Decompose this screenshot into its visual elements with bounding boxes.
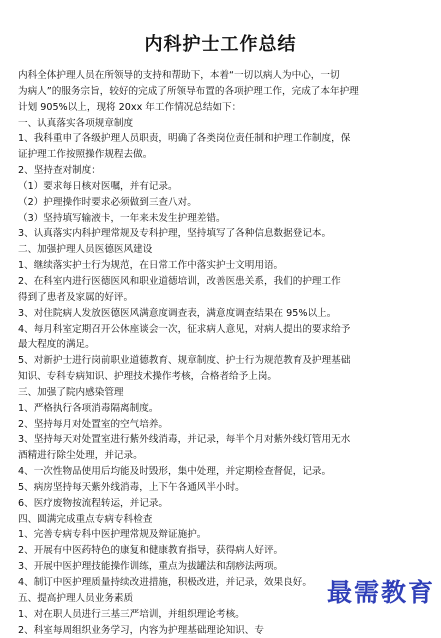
body-text-line: 5、病房坚持每天紫外线消毒，上下午各通风半小时。 xyxy=(18,481,245,493)
body-text-line: （1）要求每日核对医嘱，并有记录。 xyxy=(18,180,178,192)
body-text-line: 一、认真落实各项规章制度 xyxy=(18,117,134,129)
body-text-line: 5、对新护士进行岗前职业道德教育、规章制度、护士行为规范教育及护理基础 xyxy=(18,355,351,367)
body-text-line: 1、我科重申了各级护理人员职责，明确了各类岗位责任制和护理工作制度，保 xyxy=(18,133,351,145)
body-text-line: 1、严格执行各项消毒隔离制度。 xyxy=(18,402,159,414)
body-text-line: 4、制订中医护理质量持续改进措施，积极改进，并记录，效果良好。 xyxy=(18,577,312,588)
body-text-line: 内科全体护理人员在所领导的支持和帮助下，本着“一切以病人为中心，一切 xyxy=(18,70,340,81)
body-text-line: 3、开展中医护理技能操作训练，重点为拔罐法和刮痧法两项。 xyxy=(18,561,284,573)
body-text-line: （2）护理操作时要求必须做到三查八对。 xyxy=(18,196,197,208)
body-text-line: 知识、专科专病知识、护理技术操作考核，合格者给予上岗。 xyxy=(18,371,278,383)
body-text-line: 2、坚持查对制度： xyxy=(18,165,101,177)
body-text-line: 4、一次性物品使用后均能及时毁形，集中处理，并定期检查督促，记录。 xyxy=(18,466,332,478)
body-text-line: 2、在科室内进行医德医风和职业道德培训，改善医患关系，我们的护理工作 xyxy=(18,275,341,287)
body-text-line: 1、对在职人员进行三基三严培训，并组织理论考核。 xyxy=(18,608,245,620)
body-text-line: 四、圆满完成重点专病专科检查 xyxy=(18,513,153,525)
body-text-line: 计划 905%以上，现将 20xx 年工作情况总结如下： xyxy=(18,101,242,113)
body-text-line: 1、完善专病专科中医护理常规及辩证施护。 xyxy=(18,529,207,541)
body-text-line: 2、科室每周组织业务学习，内容为护理基础理论知识、专 xyxy=(18,624,264,636)
body-text-line: 三、加强了院内感染管理 xyxy=(18,386,124,398)
body-text-line: 3、坚持每天对处置室进行紫外线消毒，并记录，每半个月对紫外线灯管用无水 xyxy=(18,434,351,446)
body-text-line: 得到了患者及家属的好评。 xyxy=(18,291,134,303)
body-text-line: 6、医疗废物按流程转运，并记录。 xyxy=(18,497,169,509)
body-text-line: 五、提高护理人员业务素质 xyxy=(18,592,134,604)
document-title: 内科护士工作总结 xyxy=(144,34,297,55)
body-text-line: 3、认真落实内科护理常规及专科护理，坚持填写了各种信息数据登记本。 xyxy=(18,228,332,240)
body-text-line: 二、加强护理人员医德医风建设 xyxy=(18,244,153,256)
body-text-line: 证护理工作按照操作规程去做。 xyxy=(18,149,153,161)
body-text-line: 2、开展有中医药特色的康复和健康教育指导，获得病人好评。 xyxy=(18,545,284,557)
body-text-line: （3）坚持填写输液卡，一年来未发生护理差错。 xyxy=(18,212,226,224)
body-text-line: 为病人”的服务宗旨，较好的完成了所领导布置的各项护理工作，完成了本年护理 xyxy=(18,85,359,97)
body-text-line: 3、对住院病人发放医德医风满意度调查表，满意度调查结果在 95%以上。 xyxy=(18,307,337,319)
body-text-line: 酒精进行除尘处理，并记录。 xyxy=(18,450,143,462)
watermark-logo: 最需教育 xyxy=(326,578,435,607)
body-text-line: 4、每月科室定期召开公休座谈会一次，征求病人意见，对病人提出的要求给予 xyxy=(18,323,351,335)
body-text-line: 1、继续落实护士行为规范，在日常工作中落实护士文明用语。 xyxy=(18,260,284,272)
body-text-line: 最大程度的满足。 xyxy=(18,339,95,351)
document-body xyxy=(18,68,432,638)
body-text-line: 2、坚持每月对处置室的空气培养。 xyxy=(18,418,169,430)
